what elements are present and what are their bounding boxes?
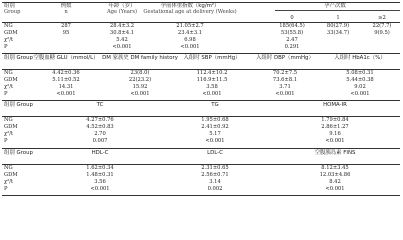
row-group: NG: [4, 70, 13, 76]
age-subheader: Age (Years): [106, 9, 138, 15]
s2-group-header: 组别 Group: [4, 55, 33, 61]
bmi-subheader: Gestational age at delivery (Weeks): [143, 9, 237, 15]
row-c1: <0.001: [56, 91, 76, 97]
row-c1: 3.56: [94, 179, 106, 185]
row-c1: 4.42±0.36: [52, 70, 80, 76]
row-c1: 2.70: [94, 131, 106, 137]
row-c3: 12.03±4.86: [319, 172, 351, 178]
s3-col3-header: HOMA-IR: [323, 102, 347, 108]
section3-top-rule: [2, 100, 400, 101]
row-group: GDM: [4, 77, 18, 83]
row-bmi: <0.001: [180, 44, 200, 50]
section3-header: [0, 102, 403, 111]
row-c1: 4.27±0.76: [86, 117, 114, 123]
row-c1: 4.52±0.83: [86, 124, 114, 130]
parity-col-1: 1: [336, 15, 340, 21]
row-c3: 2.86±1.27: [321, 124, 349, 130]
section4-top-rule: [2, 148, 400, 149]
row-c3: 3.58: [206, 84, 218, 90]
row-c2: <0.001: [205, 138, 225, 144]
row-age: 30.8±4.1: [109, 30, 135, 36]
row-p2: 9(9.5): [374, 30, 390, 36]
parity-col-2: ≥2: [378, 15, 386, 21]
row-c4: 70.2±7.5: [272, 70, 298, 76]
s2-col1-header: 空腹血糖 GLU（mmol/L）: [33, 55, 99, 61]
row-c3: 8.42: [329, 179, 341, 185]
bmi-header: 孕前体重指数（kg/m²）: [160, 3, 220, 9]
row-c1: 1.48±0.31: [86, 172, 114, 178]
table-bottom-rule: [2, 195, 400, 196]
s2-col3-header: 入组时 SBP（mmHg）: [183, 55, 241, 61]
row-age: 28.4±3.2: [109, 23, 135, 29]
section2-header: [0, 55, 403, 64]
row-c5: 9.02: [354, 84, 366, 90]
table-row: [0, 44, 403, 53]
row-c2: 1.95±0.68: [201, 117, 229, 123]
row-group: P: [4, 138, 8, 144]
s3-col2-header: TG: [211, 102, 219, 108]
row-c2: 2.31±0.65: [201, 165, 229, 171]
row-c1: 0.007: [92, 138, 108, 144]
row-group: P: [4, 186, 8, 192]
row-group: GDM: [4, 30, 18, 36]
row-c1: <0.001: [90, 186, 110, 192]
row-group: NG: [4, 23, 13, 29]
age-header: 年龄（岁）: [108, 3, 136, 9]
row-c3: 8.12±3.45: [321, 165, 349, 171]
row-c4: <0.001: [275, 91, 295, 97]
row-c2: 3.14: [209, 179, 221, 185]
row-group: GDM: [4, 172, 18, 178]
row-p1: 80(27.9): [326, 23, 350, 29]
row-group: χ²/t: [4, 179, 14, 185]
s4-col3-header: 空腹胰岛素 FINS: [314, 150, 356, 156]
row-c3: 112.4±10.2: [196, 70, 228, 76]
row-group: χ²/t: [4, 131, 14, 137]
row-c3: 116.9±11.5: [196, 77, 228, 83]
row-bmi: 6.98: [184, 37, 196, 43]
row-c5: <0.001: [350, 91, 370, 97]
row-p0: 185(64.5): [279, 23, 305, 29]
row-c3: <0.001: [325, 138, 345, 144]
row-n: 287: [61, 23, 71, 29]
row-c3: <0.001: [202, 91, 222, 97]
row-c2: 2.56±0.71: [201, 172, 229, 178]
s4-col2-header: LDL-C: [207, 150, 223, 156]
row-age: <0.001: [112, 44, 132, 50]
row-c4: 3.71: [279, 84, 291, 90]
row-c1: 1.62±0.34: [86, 165, 114, 171]
group-header: 组别: [4, 3, 15, 9]
row-bmi: 23.4±3.1: [177, 30, 203, 36]
row-group: χ²/t: [4, 37, 14, 43]
row-p2: 22(7.7): [372, 23, 392, 29]
row-c2: 0.002: [207, 186, 223, 192]
row-c2: 15.92: [132, 84, 148, 90]
table-row: [0, 138, 403, 147]
row-c2: 2.41±0.92: [201, 124, 229, 130]
row-group: P: [4, 91, 8, 97]
row-c4: 73.6±8.1: [272, 77, 298, 83]
row-group: NG: [4, 117, 13, 123]
row-c1: 5.11±0.52: [52, 77, 80, 83]
row-bmi: 21.05±2.7: [176, 23, 204, 29]
row-p0: 0.291: [284, 44, 300, 50]
row-p1: 33(34.7): [326, 30, 350, 36]
s4-col1-header: HDL-C: [91, 150, 109, 156]
row-p0: 2.47: [286, 37, 298, 43]
row-c2: 5.17: [209, 131, 221, 137]
s3-group-header: 组别 Group: [4, 102, 33, 108]
s4-group-header: 组别 Group: [4, 150, 33, 156]
parity-col-0: 0: [290, 15, 294, 21]
parity-header: 孕产次数: [324, 3, 346, 9]
table-row: [0, 186, 403, 195]
n-header: 例数: [60, 3, 72, 9]
row-c2: 22(23.2): [128, 77, 152, 83]
s3-col1-header: TC: [96, 102, 104, 108]
row-group: χ²/t: [4, 84, 14, 90]
row-c5: 5.08±0.31: [346, 70, 374, 76]
row-c3: <0.001: [325, 186, 345, 192]
n-subheader: n: [64, 9, 68, 15]
row-c2: <0.001: [130, 91, 150, 97]
row-group: GDM: [4, 124, 18, 130]
row-group: NG: [4, 165, 13, 171]
row-c1: 14.31: [58, 84, 74, 90]
table-row: [0, 91, 403, 100]
row-c5: 5.44±0.38: [346, 77, 374, 83]
row-c3: 9.16: [329, 131, 341, 137]
section4-header: [0, 150, 403, 159]
row-group: P: [4, 44, 8, 50]
group-subheader: Group: [4, 9, 21, 15]
section2-top-rule: [2, 53, 400, 54]
row-p0: 53(55.8): [280, 30, 304, 36]
row-age: 5.42: [116, 37, 128, 43]
row-c2: 23(8.0): [130, 70, 150, 76]
s2-col4-header: 入组时 DBP（mmHg）: [256, 55, 314, 61]
row-c3: 1.79±0.84: [321, 117, 349, 123]
row-n: 95: [62, 30, 70, 36]
s2-col2-header: DM 家族史 DM family history: [102, 55, 178, 61]
s2-col5-header: 入组时 HbA1c（%）: [334, 55, 386, 61]
